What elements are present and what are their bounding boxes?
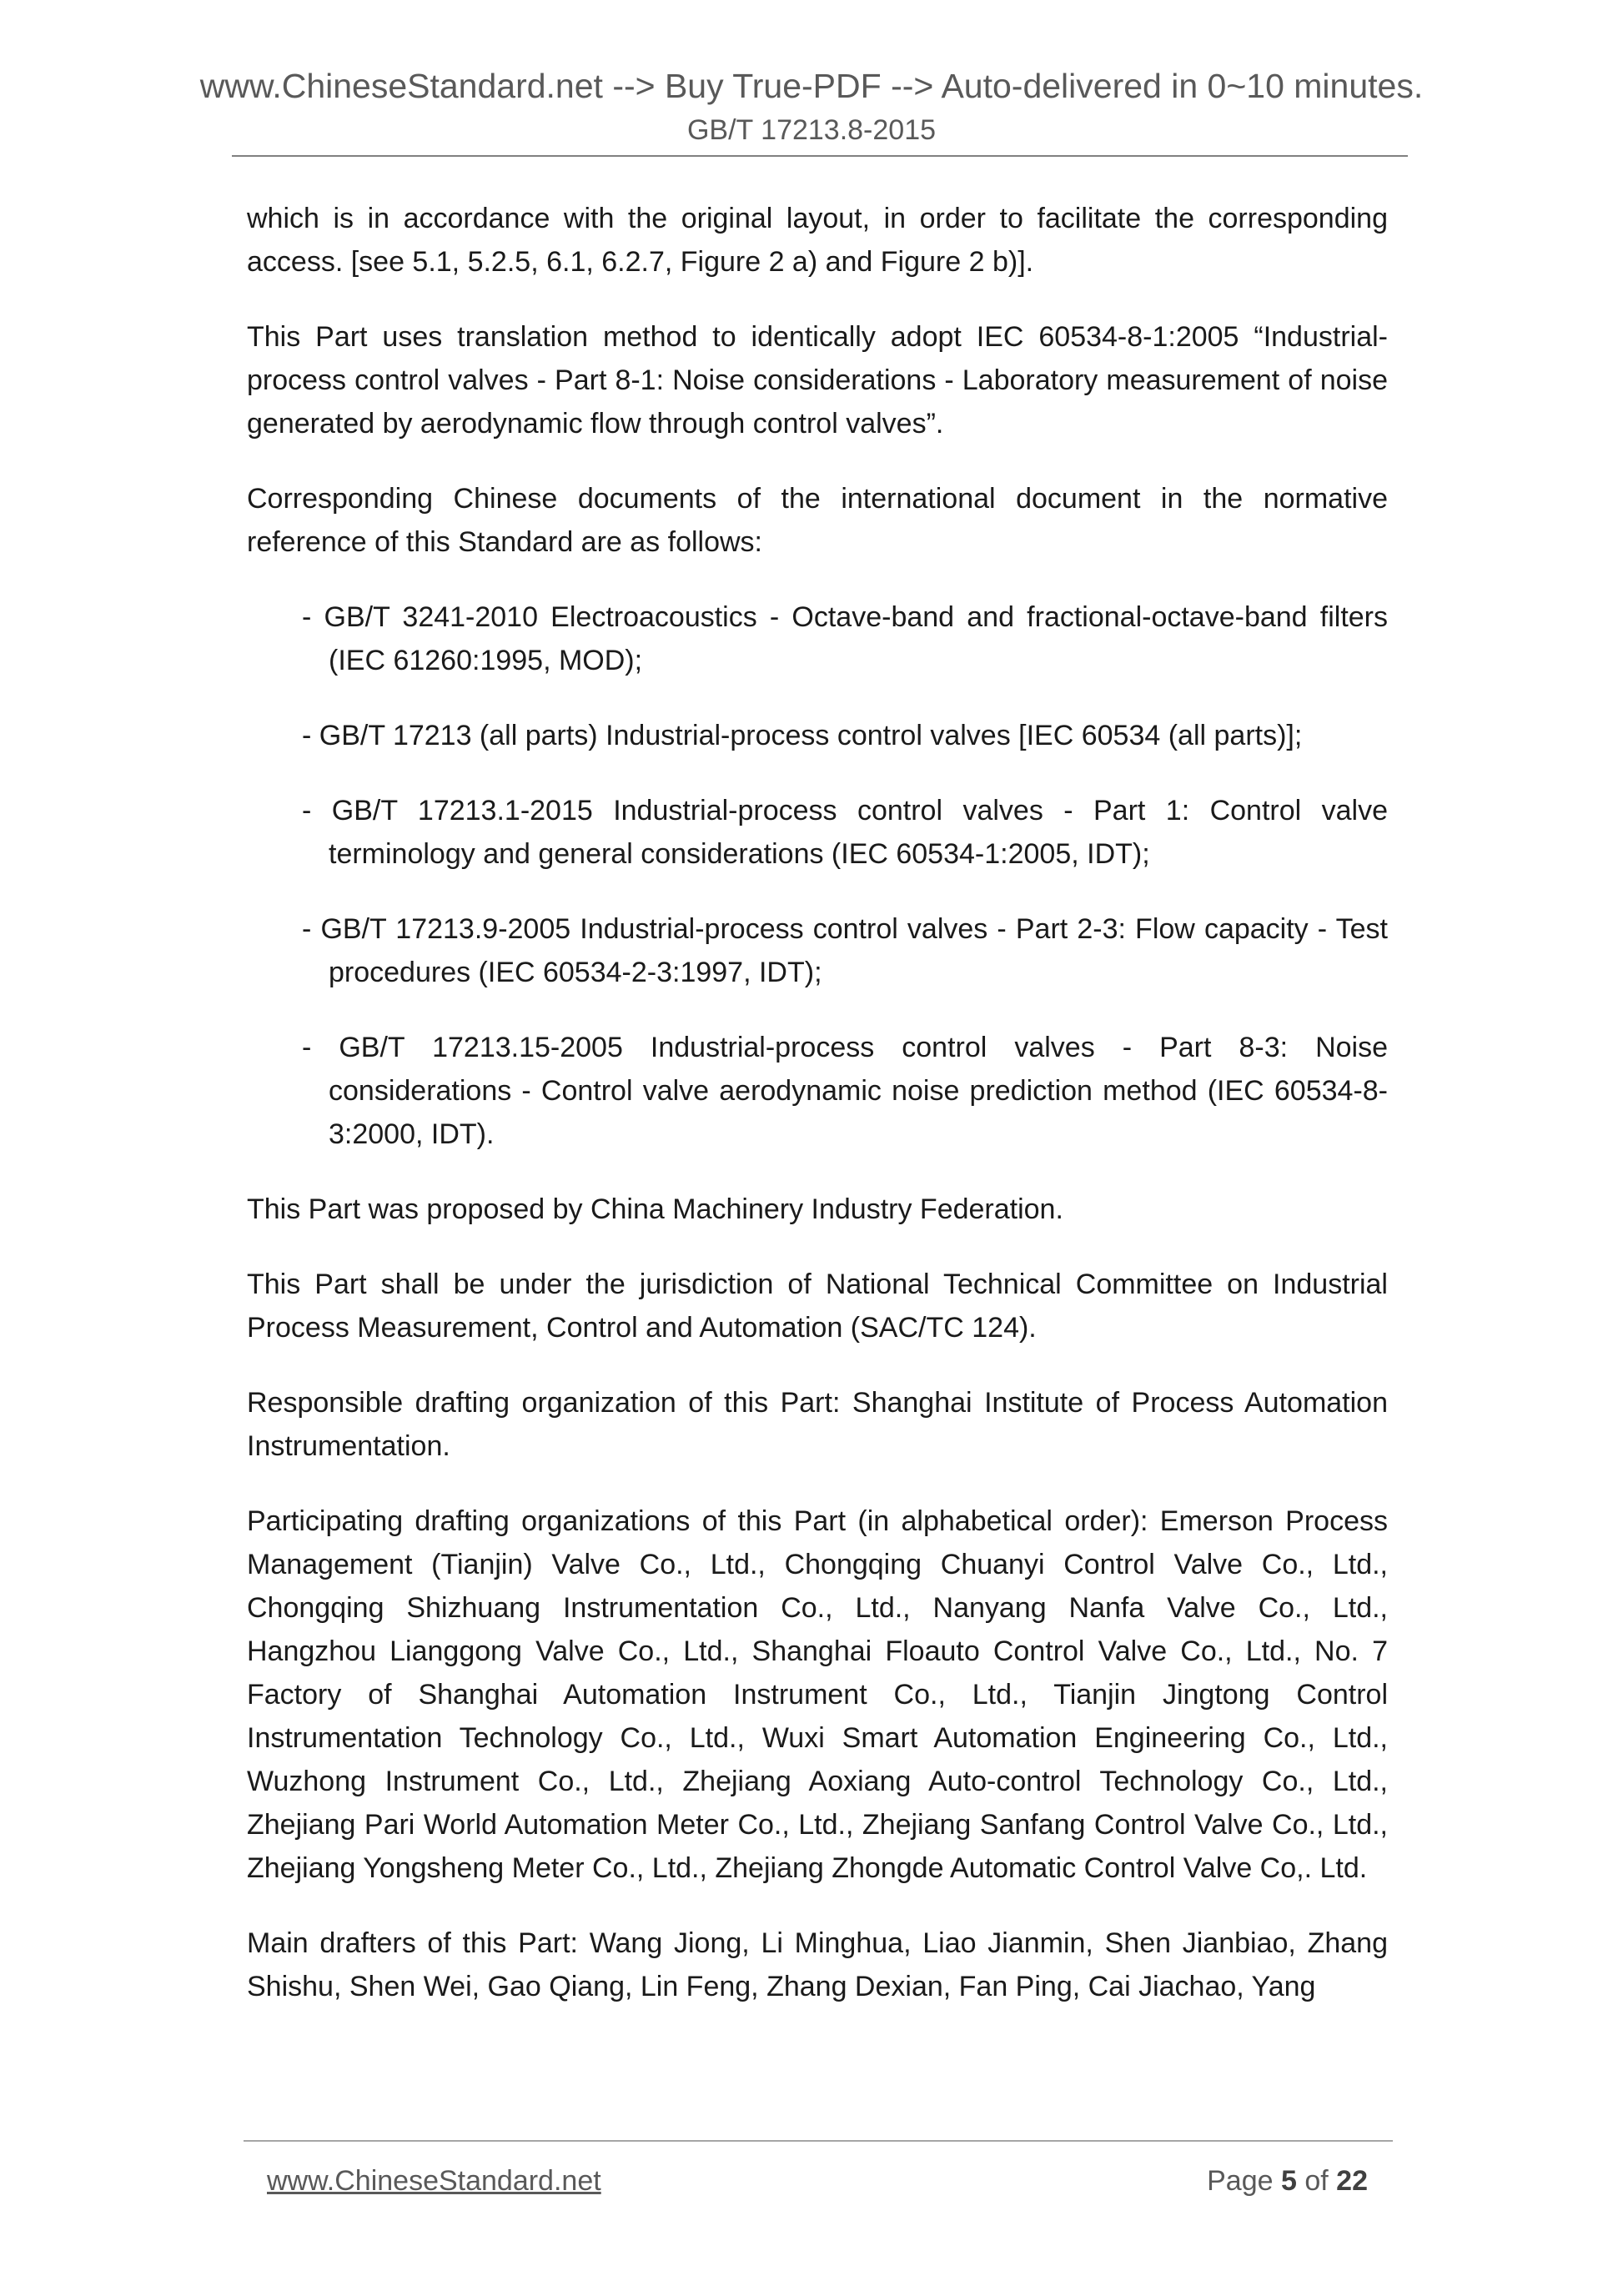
standard-number: GB/T 17213.8-2015: [686, 114, 937, 146]
footer-site-link[interactable]: www.ChineseStandard.net: [267, 2165, 601, 2197]
list-item: - GB/T 17213.9-2005 Industrial-process control valves - Part 2-3: Flow capacity - Test procedures (IEC 60534-2-3:1997, IDT);: [302, 913, 1388, 988]
header-divider: [232, 155, 1408, 157]
paragraph-responsible-org: Responsible drafting organization of this Part: Shanghai Institute of Process Automation Instrumentation.: [247, 1387, 1388, 1462]
paragraph-proposed-by: This Part was proposed by China Machinery Industry Federation.: [247, 1193, 1063, 1225]
page-footer: [267, 2160, 1368, 2202]
page-counter: [1207, 2160, 1368, 2202]
document-body: [247, 197, 1388, 2040]
page-current: 5: [1280, 2165, 1297, 2197]
paragraph-participating-orgs: Participating drafting organizations of this Part (in alphabetical order): Emerson Process Management (Tianjin) Valve Co., Ltd., Chongqing Chuanyi Control Valve Co., Ltd., Chongqing Shizhuang Instrumentation Co., Ltd., Nanyang Nanfa Valve Co., Ltd., Hangzhou Lianggong Valve Co., Ltd., Shanghai Floauto Control Valve Co., Ltd., No. 7 Factory of Shanghai Automation Instrument Co., Ltd., Tianjin Jingtong Control Instrumentation Technology Co., Ltd., Wuxi Smart Automation Engineering Co., Ltd., Wuzhong Instrument Co., Ltd., Zhejiang Aoxiang Auto-control Technology Co., Ltd., Zhejiang Pari World Automation Meter Co., Ltd., Zhejiang Sanfang Control Valve Co., Ltd., Zhejiang Yongsheng Meter Co., Ltd., Zhejiang Zhongde Automatic Control Valve Co,. Ltd.: [247, 1505, 1388, 1884]
list-item: - GB/T 17213 (all parts) Industrial-process control valves [IEC 60534 (all parts)];: [302, 720, 1303, 751]
header-banner: www.ChineseStandard.net --> Buy True-PDF --> Auto-delivered in 0~10 minutes.: [199, 67, 1424, 105]
list-item: - GB/T 3241-2010 Electroacoustics - Octave-band and fractional-octave-band filters (IEC 61260:1995, MOD);: [302, 601, 1388, 676]
footer-divider: [244, 2140, 1393, 2142]
paragraph-layout-note: which is in accordance with the original layout, in order to facilitate the corresponding access. [see 5.1, 5.2.5, 6.1, 6.2.7, Figure 2 a) and Figure 2 b)].: [247, 203, 1388, 278]
page-header: [0, 65, 1623, 147]
page-word: Page: [1207, 2165, 1274, 2197]
list-item: - GB/T 17213.1-2015 Industrial-process control valves - Part 1: Control valve terminology and general considerations (IEC 60534-1:2005, IDT);: [302, 795, 1388, 870]
page-total: 22: [1336, 2165, 1368, 2197]
page-of: of: [1304, 2165, 1329, 2197]
paragraph-main-drafters: Main drafters of this Part: Wang Jiong, Li Minghua, Liao Jianmin, Shen Jianbiao, Zhang Shishu, Shen Wei, Gao Qiang, Lin Feng, Zhang Dexian, Fan Ping, Cai Jiachao, Yang: [247, 1927, 1388, 2002]
paragraph-jurisdiction: This Part shall be under the jurisdiction of National Technical Committee on Industrial Process Measurement, Control and Automation (SAC/TC 124).: [247, 1269, 1388, 1344]
paragraph-adoption: This Part uses translation method to identically adopt IEC 60534-8-1:2005 “Industrial-process control valves - Part 8-1: Noise considerations - Laboratory measurement of noise generated by aerodynamic flow through control valves”.: [247, 321, 1388, 440]
list-item: - GB/T 17213.15-2005 Industrial-process control valves - Part 8-3: Noise considerations - Control valve aerodynamic noise prediction method (IEC 60534-8-3:2000, IDT).: [302, 1032, 1388, 1150]
paragraph-corresponding-docs: Corresponding Chinese documents of the international document in the normative reference of this Standard are as follows:: [247, 483, 1388, 558]
